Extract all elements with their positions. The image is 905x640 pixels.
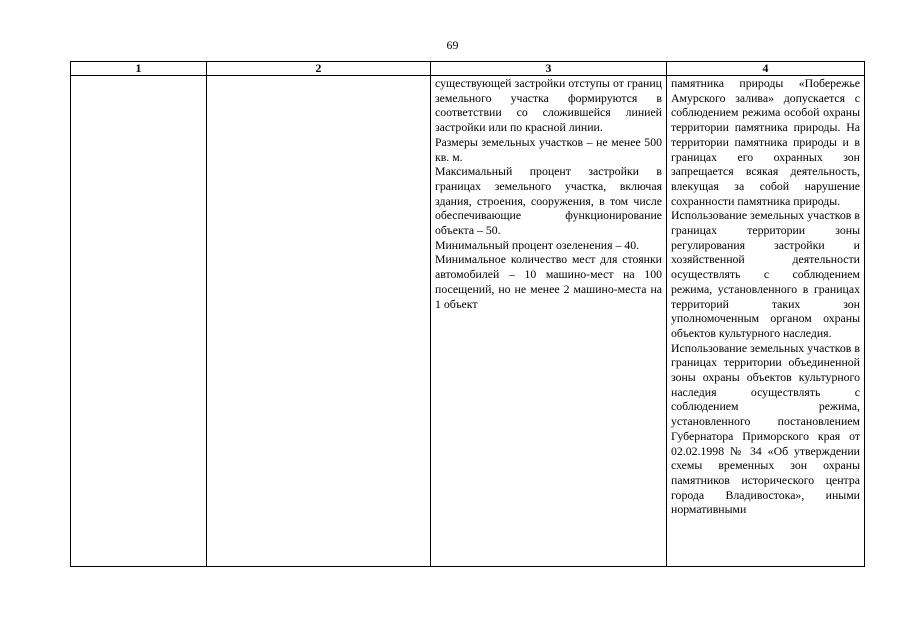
table-header-row — [71, 62, 865, 76]
regulation-table — [70, 61, 865, 567]
column-header-1: 1 — [71, 62, 207, 76]
col4-paragraph: Использование земельных участков в границах территории зоны регулирования застройки и хозяйственной деятельности осуществлять с соблюдением режима, установленного в границах территорий таких зон уполномоченным органом охраны объектов культурного наследия. — [671, 208, 860, 340]
cell-col4 — [667, 76, 865, 567]
column-header-2: 2 — [207, 62, 431, 76]
column-header-4: 4 — [667, 62, 865, 76]
cell-col3 — [431, 76, 667, 567]
table-row — [71, 76, 865, 567]
col3-paragraph: Максимальный процент застройки в границах земельного участка, включая здания, строения, сооружения, в том числе обеспечивающие функционирование объекта – 50. — [435, 164, 662, 238]
col4-paragraph: памятника природы «Побережье Амурского залива» допускается с соблюдением режима особой охраны территории памятника природы. На территории памятника природы и в границах его охранных зон запрещается всякая деятельность, влекущая за собой нарушение сохранности памятника природы. — [671, 76, 860, 208]
column-header-3: 3 — [431, 62, 667, 76]
col3-paragraph: Размеры земельных участков – не менее 500 кв. м. — [435, 134, 662, 164]
col3-paragraph: Минимальный процент озеленения – 40. — [435, 237, 640, 252]
cell-col1 — [71, 76, 207, 567]
col3-paragraph: существующей застройки отступы от границ земельного участка формируются в соответствии со сложившейся линией застройки или по красной линии. — [435, 76, 662, 135]
col3-paragraph: Минимальное количество мест для стоянки автомобилей – 10 машино-мест на 100 посещений, но не менее 2 машино-места на 1 объект — [435, 252, 662, 311]
page-number: 69 — [446, 38, 459, 52]
col4-paragraph: Использование земельных участков в границах территории объединенной зоны охраны объектов культурного наследия осуществлять с соблюдением режима, установленного постановлением Губернатора Приморского края от 02.02.1998 № 34 «Об утверждении схемы временных зон охраны памятников исторического центра города Владивостока», иными нормативными — [671, 340, 860, 517]
cell-col2 — [207, 76, 431, 567]
